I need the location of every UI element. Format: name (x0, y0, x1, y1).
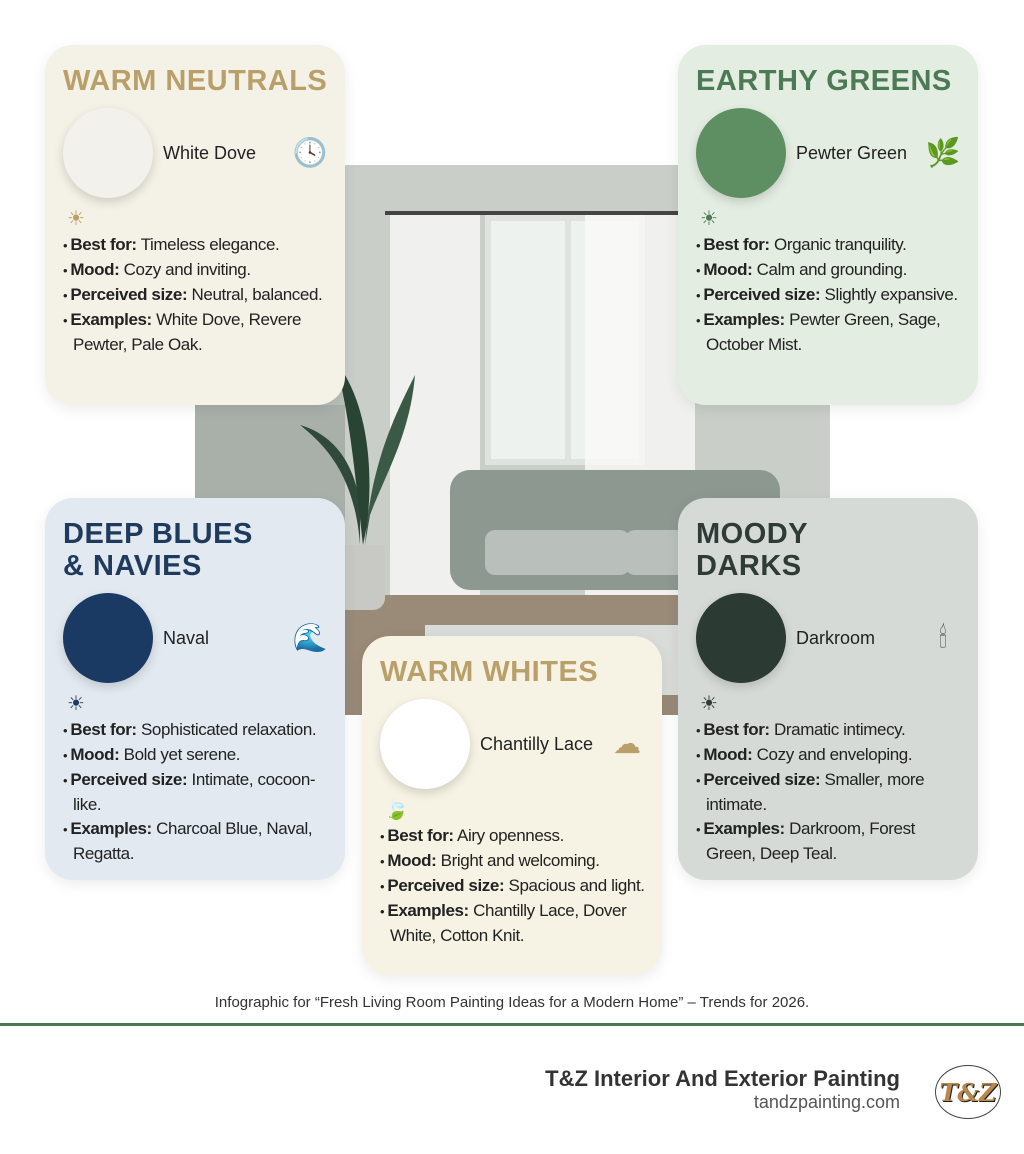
wave-icon: 🌊 (292, 622, 328, 653)
best-item: • Best for: Organic tranquility. (696, 233, 962, 258)
color-name: Naval (163, 628, 210, 648)
color-swatch (63, 593, 153, 683)
brand-block (545, 1066, 900, 1113)
details-list (63, 718, 329, 866)
size-item: • Perceived size: Intimate, cocoon-like. (63, 768, 329, 817)
brand-logo: T&Z (935, 1065, 1001, 1119)
brand-url[interactable]: tandzpainting.com (753, 1092, 900, 1112)
details-list (63, 233, 329, 357)
color-swatch (380, 699, 470, 789)
best-item: • Best for: Airy openness. (380, 824, 646, 849)
palette-card-earthy-greens (678, 45, 978, 405)
card-title: WARM NEUTRALS (63, 65, 328, 97)
color-swatch (63, 108, 153, 198)
sun-icon: ☀ (67, 208, 85, 230)
clock-icon: 🕓 (292, 137, 328, 168)
palette-card-warm-whites (362, 636, 662, 975)
ex-item: • Examples: Pewter Green, Sage, October Mist. (696, 308, 962, 357)
card-title: DEEP BLUES & NAVIES (63, 518, 253, 582)
details-list (696, 233, 962, 357)
details-list (380, 824, 646, 948)
color-name: Darkroom (796, 628, 876, 648)
sun-icon: ☀ (67, 693, 85, 715)
cloud-icon: ☁ (613, 728, 641, 759)
color-name: Pewter Green (796, 143, 908, 163)
color-swatch (696, 593, 786, 683)
color-name: Chantilly Lace (480, 734, 594, 754)
card-title: MOODY DARKS (696, 518, 808, 582)
divider (0, 1023, 1024, 1026)
palette-card-warm-neutrals (45, 45, 345, 405)
best-item: • Best for: Sophisticated relaxation. (63, 718, 329, 743)
caption: Infographic for “Fresh Living Room Painting Ideas for a Modern Home” – Trends for 2026. (214, 994, 810, 1011)
ex-item: • Examples: Chantilly Lace, Dover White, Cotton Knit. (380, 899, 646, 948)
ex-item: • Examples: Charcoal Blue, Naval, Regatta. (63, 817, 329, 866)
size-item: • Perceived size: Neutral, balanced. (63, 283, 329, 308)
mood-item: • Mood: Cozy and inviting. (63, 258, 329, 283)
sun-icon: ☀ (700, 693, 718, 715)
fern-leaf-icon: 🌿 (925, 137, 961, 168)
leaf-icon: 🍃 (384, 799, 409, 821)
size-item: • Perceived size: Spacious and light. (380, 874, 646, 899)
details-list (696, 718, 962, 866)
best-item: • Best for: Dramatic intimecy. (696, 718, 962, 743)
mood-item: • Mood: Calm and grounding. (696, 258, 962, 283)
size-item: • Perceived size: Smaller, more intimate. (696, 768, 962, 817)
best-item: • Best for: Timeless elegance. (63, 233, 329, 258)
ex-item: • Examples: White Dove, Revere Pewter, Pale Oak. (63, 308, 329, 357)
palette-card-moody-darks (678, 498, 978, 880)
size-item: • Perceived size: Slightly expansive. (696, 283, 962, 308)
mood-item: • Mood: Cozy and enveloping. (696, 743, 962, 768)
mood-item: • Mood: Bold yet serene. (63, 743, 329, 768)
palette-card-deep-blues-navies (45, 498, 345, 880)
card-title: EARTHY GREENS (696, 65, 952, 97)
card-title: WARM WHITES (380, 656, 599, 688)
color-swatch (696, 108, 786, 198)
sun-icon: ☀ (700, 208, 718, 230)
ex-item: • Examples: Darkroom, Forest Green, Deep Teal. (696, 817, 962, 866)
mood-item: • Mood: Bright and welcoming. (380, 849, 646, 874)
candle-icon: 🕯 (939, 622, 947, 653)
color-name: White Dove (163, 143, 257, 163)
brand-name: T&Z Interior And Exterior Painting (545, 1066, 900, 1091)
